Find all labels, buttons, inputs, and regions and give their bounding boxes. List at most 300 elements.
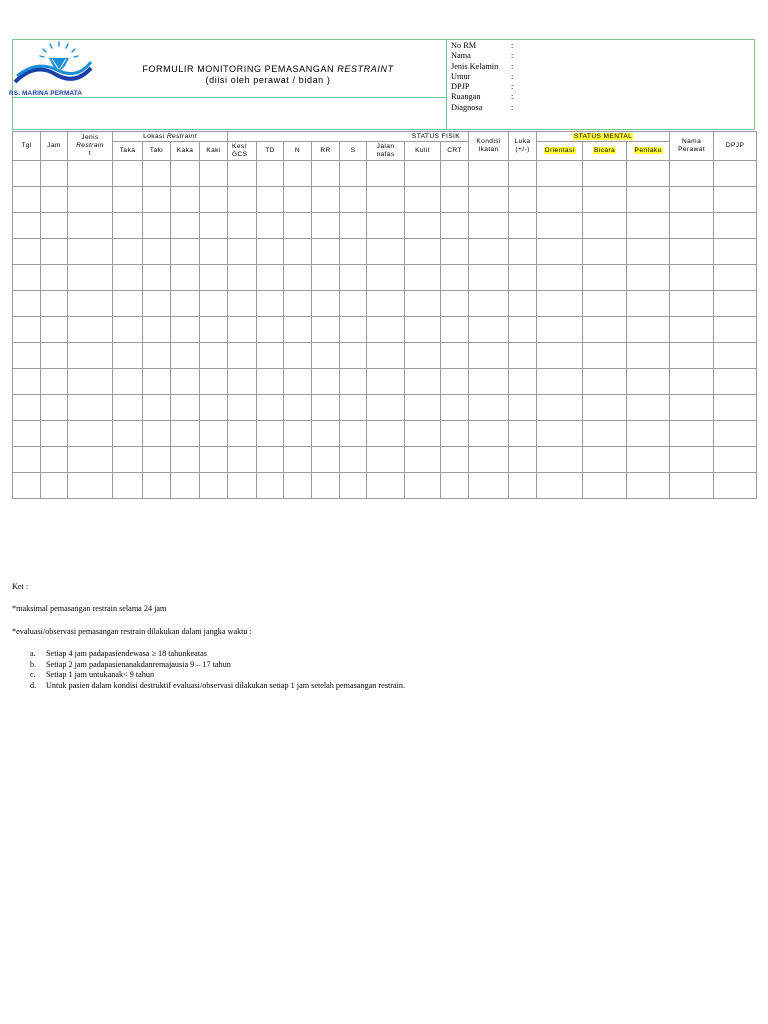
table-cell[interactable]	[257, 161, 284, 187]
table-cell[interactable]	[113, 213, 143, 239]
table-cell[interactable]	[228, 421, 257, 447]
table-cell[interactable]	[367, 395, 405, 421]
table-cell[interactable]	[143, 395, 171, 421]
table-cell[interactable]	[714, 161, 757, 187]
table-cell[interactable]	[13, 395, 41, 421]
list-item: a. Setiap 4 jam padapasiendewasa ≥ 18 tahunkeatas	[30, 649, 207, 658]
table-cell[interactable]	[200, 317, 228, 343]
table-cell[interactable]	[13, 291, 41, 317]
table-cell[interactable]	[200, 187, 228, 213]
table-cell[interactable]	[228, 213, 257, 239]
table-cell[interactable]	[627, 343, 670, 369]
table-cell[interactable]	[312, 395, 340, 421]
table-cell[interactable]	[670, 239, 714, 265]
table-cell[interactable]	[13, 369, 41, 395]
table-cell[interactable]	[257, 343, 284, 369]
table-cell[interactable]	[171, 187, 200, 213]
table-cell[interactable]	[41, 291, 68, 317]
table-cell[interactable]	[13, 447, 41, 473]
table-cell[interactable]	[441, 473, 469, 499]
table-cell[interactable]	[284, 447, 312, 473]
table-cell[interactable]	[469, 473, 509, 499]
table-cell[interactable]	[13, 239, 41, 265]
table-cell[interactable]	[469, 369, 509, 395]
table-cell[interactable]	[68, 213, 113, 239]
table-cell[interactable]	[537, 343, 583, 369]
table-cell[interactable]	[312, 161, 340, 187]
table-cell[interactable]	[340, 369, 367, 395]
table-cell[interactable]	[284, 265, 312, 291]
table-cell[interactable]	[41, 187, 68, 213]
table-cell[interactable]	[257, 239, 284, 265]
table-cell[interactable]	[340, 239, 367, 265]
table-cell[interactable]	[143, 239, 171, 265]
table-cell[interactable]	[228, 265, 257, 291]
table-cell[interactable]	[340, 187, 367, 213]
table-cell[interactable]	[171, 395, 200, 421]
table-cell[interactable]	[441, 447, 469, 473]
table-cell[interactable]	[284, 239, 312, 265]
table-cell[interactable]	[228, 473, 257, 499]
table-cell[interactable]	[228, 369, 257, 395]
table-cell[interactable]	[405, 213, 441, 239]
table-cell[interactable]	[469, 161, 509, 187]
table-cell[interactable]	[583, 187, 627, 213]
table-cell[interactable]	[68, 473, 113, 499]
table-cell[interactable]	[627, 421, 670, 447]
table-cell[interactable]	[670, 473, 714, 499]
table-cell[interactable]	[284, 369, 312, 395]
table-cell[interactable]	[68, 447, 113, 473]
table-cell[interactable]	[583, 369, 627, 395]
table-cell[interactable]	[68, 161, 113, 187]
table-cell[interactable]	[537, 369, 583, 395]
table-cell[interactable]	[171, 265, 200, 291]
table-cell[interactable]	[627, 317, 670, 343]
table-cell[interactable]	[200, 473, 228, 499]
table-cell[interactable]	[41, 369, 68, 395]
table-cell[interactable]	[469, 265, 509, 291]
table-cell[interactable]	[143, 447, 171, 473]
table-cell[interactable]	[113, 317, 143, 343]
table-cell[interactable]	[257, 421, 284, 447]
table-cell[interactable]	[284, 473, 312, 499]
table-cell[interactable]	[367, 265, 405, 291]
table-cell[interactable]	[13, 265, 41, 291]
table-cell[interactable]	[68, 317, 113, 343]
table-cell[interactable]	[257, 447, 284, 473]
table-cell[interactable]	[228, 395, 257, 421]
table-cell[interactable]	[68, 343, 113, 369]
table-cell[interactable]	[714, 421, 757, 447]
table-cell[interactable]	[469, 187, 509, 213]
table-cell[interactable]	[405, 395, 441, 421]
table-cell[interactable]	[143, 161, 171, 187]
table-cell[interactable]	[143, 213, 171, 239]
table-cell[interactable]	[284, 317, 312, 343]
table-cell[interactable]	[340, 161, 367, 187]
table-cell[interactable]	[509, 421, 537, 447]
table-cell[interactable]	[171, 291, 200, 317]
table-cell[interactable]	[441, 213, 469, 239]
table-cell[interactable]	[340, 421, 367, 447]
table-cell[interactable]	[257, 265, 284, 291]
table-cell[interactable]	[537, 291, 583, 317]
table-cell[interactable]	[228, 343, 257, 369]
table-cell[interactable]	[537, 187, 583, 213]
table-cell[interactable]	[284, 213, 312, 239]
table-cell[interactable]	[714, 343, 757, 369]
table-cell[interactable]	[200, 343, 228, 369]
table-cell[interactable]	[469, 447, 509, 473]
table-cell[interactable]	[200, 161, 228, 187]
table-cell[interactable]	[627, 265, 670, 291]
table-cell[interactable]	[171, 343, 200, 369]
col-kulit: Kulit	[405, 142, 441, 161]
table-cell[interactable]	[41, 317, 68, 343]
table-cell[interactable]	[200, 447, 228, 473]
table-cell[interactable]	[257, 213, 284, 239]
table-cell[interactable]	[41, 239, 68, 265]
table-cell[interactable]	[113, 291, 143, 317]
table-cell[interactable]	[41, 213, 68, 239]
table-cell[interactable]	[143, 291, 171, 317]
table-cell[interactable]	[405, 421, 441, 447]
note-max-duration: *maksimal pemasangan restrain selama 24 jam	[12, 604, 167, 613]
table-cell[interactable]	[113, 473, 143, 499]
table-cell[interactable]	[670, 187, 714, 213]
table-cell[interactable]	[312, 317, 340, 343]
table-cell[interactable]	[171, 239, 200, 265]
table-cell[interactable]	[200, 395, 228, 421]
table-cell[interactable]	[509, 343, 537, 369]
table-cell[interactable]	[200, 265, 228, 291]
table-cell[interactable]	[257, 369, 284, 395]
table-cell[interactable]	[367, 317, 405, 343]
table-cell[interactable]	[312, 369, 340, 395]
table-cell[interactable]	[627, 239, 670, 265]
col-crt: CRT	[441, 142, 469, 161]
table-cell[interactable]	[583, 317, 627, 343]
table-cell[interactable]	[171, 421, 200, 447]
table-cell[interactable]	[68, 291, 113, 317]
table-cell[interactable]	[312, 473, 340, 499]
table-cell[interactable]	[228, 317, 257, 343]
table-cell[interactable]	[509, 265, 537, 291]
table-cell[interactable]	[670, 395, 714, 421]
table-cell[interactable]	[405, 187, 441, 213]
table-cell[interactable]	[171, 161, 200, 187]
table-cell[interactable]	[228, 447, 257, 473]
table-cell[interactable]	[143, 421, 171, 447]
table-cell[interactable]	[367, 343, 405, 369]
table-cell[interactable]	[284, 343, 312, 369]
table-cell[interactable]	[537, 317, 583, 343]
table-cell[interactable]	[13, 473, 41, 499]
table-cell[interactable]	[113, 447, 143, 473]
table-cell[interactable]	[509, 473, 537, 499]
table-cell[interactable]	[670, 161, 714, 187]
table-cell[interactable]	[583, 421, 627, 447]
table-cell[interactable]	[441, 343, 469, 369]
table-cell[interactable]	[340, 473, 367, 499]
table-cell[interactable]	[312, 213, 340, 239]
table-cell[interactable]	[41, 161, 68, 187]
table-cell[interactable]	[670, 343, 714, 369]
table-cell[interactable]	[583, 213, 627, 239]
table-cell[interactable]	[113, 421, 143, 447]
table-cell[interactable]	[171, 473, 200, 499]
col-n: N	[284, 142, 312, 161]
table-cell[interactable]	[284, 187, 312, 213]
table-cell[interactable]	[143, 317, 171, 343]
table-cell[interactable]	[469, 317, 509, 343]
table-cell[interactable]	[714, 239, 757, 265]
col-jalan-nafas: Jalan nafas	[367, 142, 405, 161]
table-cell[interactable]	[113, 187, 143, 213]
table-cell[interactable]	[627, 291, 670, 317]
table-cell[interactable]	[583, 161, 627, 187]
table-cell[interactable]	[441, 239, 469, 265]
table-cell[interactable]	[340, 213, 367, 239]
list-item: b. Setiap 2 jam padapasienanakdanremajausia 9 – 17 tahun	[30, 659, 231, 669]
table-cell[interactable]	[509, 161, 537, 187]
table-cell[interactable]	[13, 161, 41, 187]
table-cell[interactable]	[228, 187, 257, 213]
table-cell[interactable]	[13, 343, 41, 369]
table-cell[interactable]	[714, 369, 757, 395]
table-cell[interactable]	[367, 421, 405, 447]
table-cell[interactable]	[405, 161, 441, 187]
table-cell[interactable]	[670, 447, 714, 473]
table-cell[interactable]	[143, 473, 171, 499]
table-cell[interactable]	[714, 473, 757, 499]
table-cell[interactable]	[143, 187, 171, 213]
table-cell[interactable]	[583, 265, 627, 291]
table-cell[interactable]	[714, 265, 757, 291]
table-cell[interactable]	[469, 213, 509, 239]
table-cell[interactable]	[441, 421, 469, 447]
table-cell[interactable]	[627, 213, 670, 239]
table-cell[interactable]	[367, 473, 405, 499]
table-cell[interactable]	[13, 187, 41, 213]
table-cell[interactable]	[113, 161, 143, 187]
table-cell[interactable]	[257, 395, 284, 421]
table-cell[interactable]	[627, 187, 670, 213]
table-cell[interactable]	[312, 421, 340, 447]
table-cell[interactable]	[143, 265, 171, 291]
table-cell[interactable]	[367, 447, 405, 473]
field-jenis-kelamin: Jenis Kelamin :	[451, 61, 514, 71]
table-cell[interactable]	[537, 421, 583, 447]
table-cell[interactable]	[537, 473, 583, 499]
table-cell[interactable]	[583, 395, 627, 421]
table-cell[interactable]	[714, 395, 757, 421]
table-cell[interactable]	[405, 291, 441, 317]
table-cell[interactable]	[41, 447, 68, 473]
table-cell[interactable]	[68, 187, 113, 213]
table-cell[interactable]	[41, 343, 68, 369]
table-cell[interactable]	[312, 343, 340, 369]
table-cell[interactable]	[469, 421, 509, 447]
table-cell[interactable]	[228, 239, 257, 265]
table-cell[interactable]	[583, 291, 627, 317]
table-cell[interactable]	[257, 317, 284, 343]
table-cell[interactable]	[41, 473, 68, 499]
table-cell[interactable]	[367, 369, 405, 395]
table-cell[interactable]	[200, 291, 228, 317]
table-cell[interactable]	[228, 291, 257, 317]
table-cell[interactable]	[284, 395, 312, 421]
table-cell[interactable]	[367, 239, 405, 265]
table-cell[interactable]	[171, 369, 200, 395]
table-cell[interactable]	[441, 317, 469, 343]
col-taka: Taka	[113, 142, 143, 161]
table-cell[interactable]	[670, 369, 714, 395]
table-cell[interactable]	[469, 291, 509, 317]
table-cell[interactable]	[312, 239, 340, 265]
table-cell[interactable]	[113, 343, 143, 369]
table-cell[interactable]	[469, 239, 509, 265]
table-cell[interactable]	[405, 447, 441, 473]
table-cell[interactable]	[312, 291, 340, 317]
table-cell[interactable]	[367, 213, 405, 239]
table-cell[interactable]	[113, 265, 143, 291]
table-cell[interactable]	[113, 239, 143, 265]
table-cell[interactable]	[441, 291, 469, 317]
table-cell[interactable]	[68, 239, 113, 265]
table-cell[interactable]	[312, 447, 340, 473]
table-cell[interactable]	[113, 395, 143, 421]
table-cell[interactable]	[670, 421, 714, 447]
table-cell[interactable]	[537, 239, 583, 265]
table-cell[interactable]	[627, 395, 670, 421]
table-cell[interactable]	[405, 239, 441, 265]
table-cell[interactable]	[583, 343, 627, 369]
table-cell[interactable]	[405, 265, 441, 291]
table-cell[interactable]	[312, 187, 340, 213]
table-cell[interactable]	[41, 421, 68, 447]
table-cell[interactable]	[200, 239, 228, 265]
table-cell[interactable]	[509, 213, 537, 239]
table-cell[interactable]	[68, 369, 113, 395]
table-cell[interactable]	[583, 447, 627, 473]
table-cell[interactable]	[171, 447, 200, 473]
table-cell[interactable]	[143, 369, 171, 395]
table-cell[interactable]	[405, 343, 441, 369]
table-cell[interactable]	[670, 213, 714, 239]
table-cell[interactable]	[583, 239, 627, 265]
table-cell[interactable]	[228, 161, 257, 187]
table-cell[interactable]	[441, 161, 469, 187]
table-cell[interactable]	[537, 161, 583, 187]
table-cell[interactable]	[509, 239, 537, 265]
table-cell[interactable]	[143, 343, 171, 369]
table-cell[interactable]	[583, 473, 627, 499]
table-cell[interactable]	[200, 421, 228, 447]
table-cell[interactable]	[405, 473, 441, 499]
table-cell[interactable]	[41, 395, 68, 421]
table-cell[interactable]	[537, 265, 583, 291]
table-cell[interactable]	[670, 291, 714, 317]
table-cell[interactable]	[200, 213, 228, 239]
table-cell[interactable]	[367, 291, 405, 317]
table-cell[interactable]	[469, 343, 509, 369]
table-cell[interactable]	[312, 265, 340, 291]
table-cell[interactable]	[627, 161, 670, 187]
table-cell[interactable]	[171, 317, 200, 343]
table-cell[interactable]	[13, 213, 41, 239]
logo-icon	[13, 40, 93, 90]
table-cell[interactable]	[13, 317, 41, 343]
table-cell[interactable]	[340, 317, 367, 343]
table-cell[interactable]	[627, 473, 670, 499]
table-cell[interactable]	[670, 265, 714, 291]
table-cell[interactable]	[469, 395, 509, 421]
table-cell[interactable]	[41, 265, 68, 291]
table-row	[13, 187, 757, 213]
table-cell[interactable]	[68, 265, 113, 291]
table-cell[interactable]	[13, 421, 41, 447]
table-cell[interactable]	[257, 187, 284, 213]
table-cell[interactable]	[284, 421, 312, 447]
table-row	[13, 265, 757, 291]
table-cell[interactable]	[714, 291, 757, 317]
table-cell[interactable]	[340, 291, 367, 317]
table-cell[interactable]	[68, 421, 113, 447]
table-cell[interactable]	[171, 213, 200, 239]
table-cell[interactable]	[367, 187, 405, 213]
table-cell[interactable]	[113, 369, 143, 395]
table-cell[interactable]	[340, 343, 367, 369]
table-cell[interactable]	[441, 369, 469, 395]
table-cell[interactable]	[284, 161, 312, 187]
table-cell[interactable]	[509, 395, 537, 421]
field-no-rm: No RM :	[451, 41, 514, 50]
table-cell[interactable]	[257, 291, 284, 317]
table-cell[interactable]	[714, 213, 757, 239]
table-cell[interactable]	[670, 317, 714, 343]
table-cell[interactable]	[509, 291, 537, 317]
table-cell[interactable]	[405, 369, 441, 395]
table-cell[interactable]	[714, 317, 757, 343]
table-cell[interactable]	[367, 161, 405, 187]
table-cell[interactable]	[257, 473, 284, 499]
table-cell[interactable]	[627, 369, 670, 395]
col-perilaku: Perilaku	[627, 142, 670, 161]
table-cell[interactable]	[200, 369, 228, 395]
table-cell[interactable]	[714, 187, 757, 213]
table-cell[interactable]	[537, 447, 583, 473]
table-cell[interactable]	[340, 447, 367, 473]
table-cell[interactable]	[714, 447, 757, 473]
table-cell[interactable]	[340, 265, 367, 291]
table-cell[interactable]	[441, 395, 469, 421]
table-cell[interactable]	[627, 447, 670, 473]
table-cell[interactable]	[68, 395, 113, 421]
table-cell[interactable]	[509, 317, 537, 343]
table-cell[interactable]	[509, 369, 537, 395]
table-cell[interactable]	[537, 213, 583, 239]
table-cell[interactable]	[441, 265, 469, 291]
table-cell[interactable]	[537, 395, 583, 421]
table-cell[interactable]	[509, 447, 537, 473]
table-cell[interactable]	[284, 291, 312, 317]
table-cell[interactable]	[340, 395, 367, 421]
table-cell[interactable]	[405, 317, 441, 343]
table-cell[interactable]	[509, 187, 537, 213]
table-cell[interactable]	[441, 187, 469, 213]
